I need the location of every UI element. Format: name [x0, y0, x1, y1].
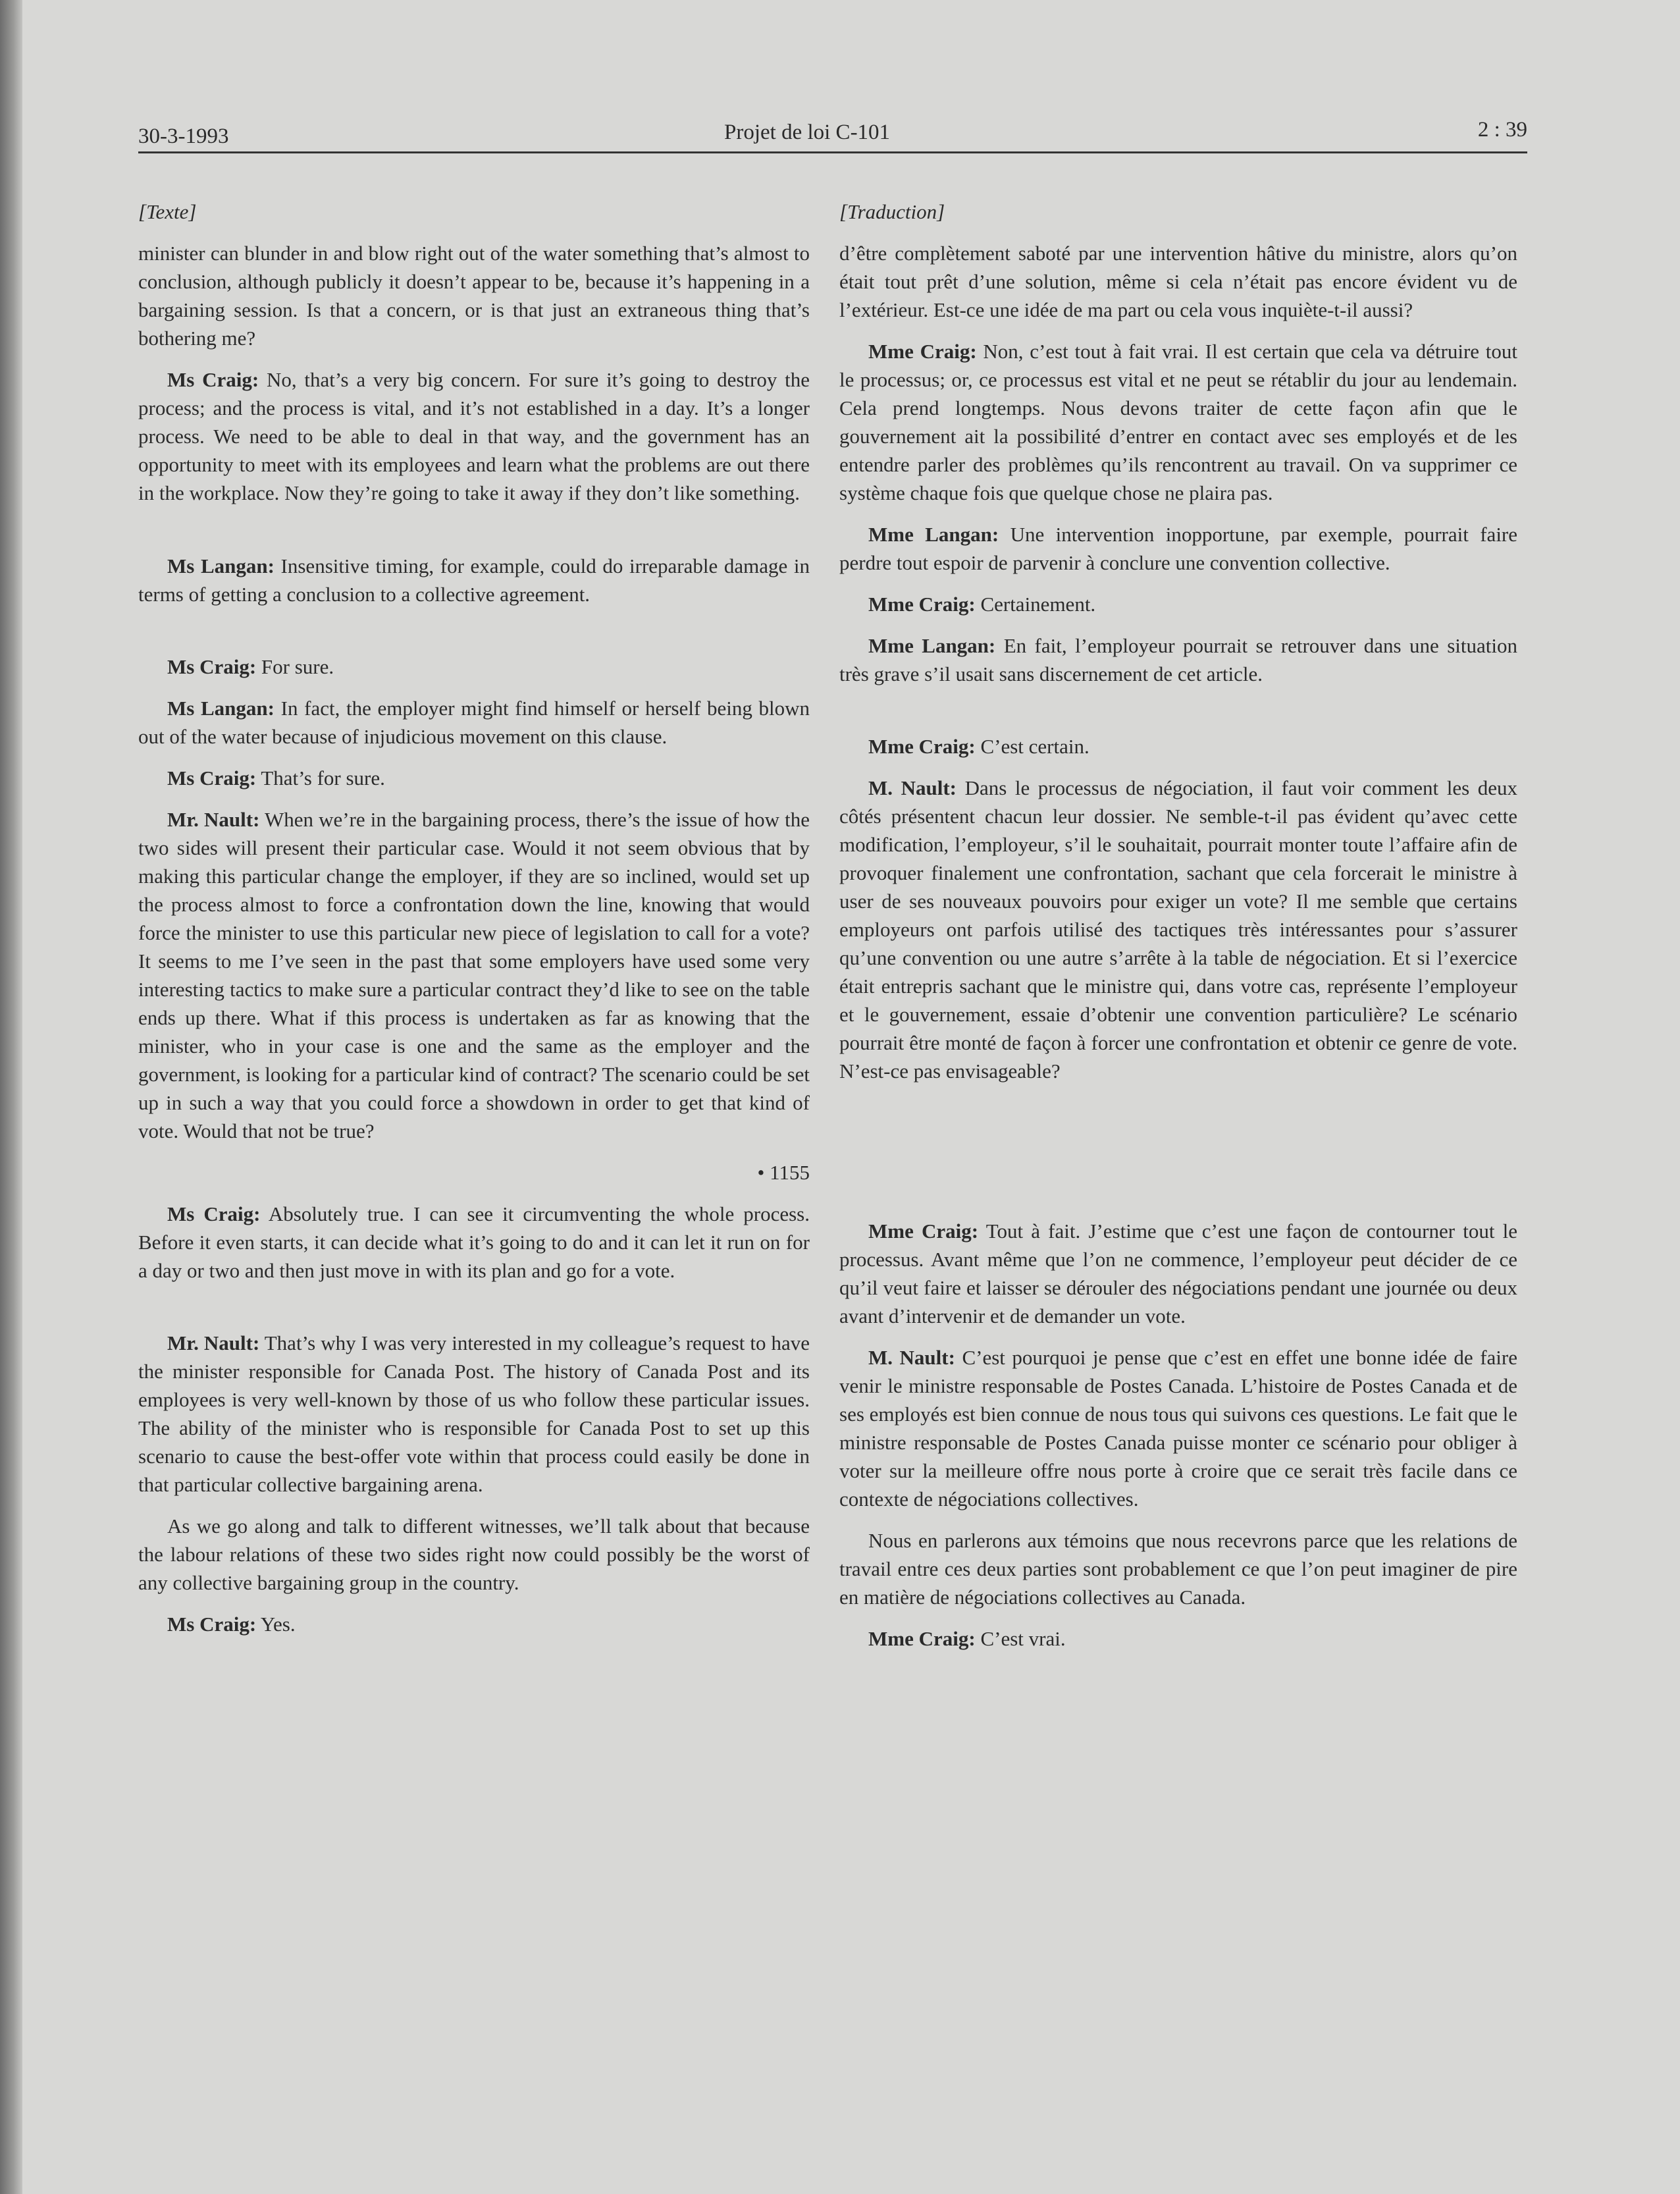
speaker-name: Mme Craig:: [868, 735, 976, 758]
french-column-label: [Traduction]: [839, 200, 945, 223]
header-title: Projet de loi C-101: [724, 120, 891, 144]
speaker-name: Mme Craig:: [868, 340, 977, 363]
en-paragraph-5: Ms Langan: In fact, the employer might find himself or herself being blown out of the water because of injudicious movement on this clause.: [138, 697, 810, 748]
fr-paragraph-10: Nous en parlerons aux témoins que nous recevrons parce que les relations de travail entre ces deux parties sont probablement ce que l’on peut imaginer de pire en matière de négociations collectives au Canada.: [839, 1529, 1517, 1609]
en-paragraph-9: Mr. Nault: That’s why I was very interested in my colleague’s request to have the minister responsible for Canada Post. The history of Canada Post and its employees is very well-known by those of us who follow these particular issues. The ability of the minister who is responsible for Canada Post to set up this scenario to cause the best-offer vote within that process could easily be done in that particular collective bargaining arena.: [138, 1331, 810, 1496]
english-column-label: [Texte]: [138, 200, 197, 223]
fr-paragraph-11: Mme Craig: C’est vrai.: [868, 1627, 1066, 1650]
french-column: [839, 198, 1517, 1653]
speaker-name: Ms Craig:: [167, 368, 259, 391]
fr-paragraph-1: d’être complètement saboté par une intervention hâtive du ministre, alors qu’on était tout prêt d’une solution, même si cela n’était pas encore évident vu de l’extérieur. Est-ce une idée de ma part ou cela vous inquiète-t-il aussi?: [839, 242, 1517, 321]
fr-paragraph-8: Mme Craig: Tout à fait. J’estime que c’est une façon de contourner tout le processus. Avant même que l’on ne commence, l’employeur peut décider de ce qu’il veut faire et laisser se dérouler des négociations pendant une journée ou deux avant d’intervenir et de demander un vote.: [839, 1219, 1517, 1327]
fr-paragraph-7: M. Nault: Dans le processus de négociation, il faut voir comment les deux côtés présentent chacun leur dossier. Ne semble-t-il pas évident qu’avec cette modification, l’employeur, s’il le souhaitait, pourrait monter toute l’affaire afin de provoquer finalement une confrontation, sachant que cela forcerait le ministre à user de ses nouveaux pouvoirs pour exiger un vote? Il me semble que certains employeurs ont parfois utilisé des tactiques très intéressantes pour s’assurer qu’une convention ou une autre s’arrête à la table de négociation. Et si l’exercice était entrepris sachant que le ministre qui, dans votre cas, représente l’employeur et le gouvernement, essaie d’obtenir une convention particulière? Le scénario pourrait être monté de façon à forcer une confrontation et obtenir ce genre de vote. N’est-ce pas envisageable?: [839, 776, 1517, 1083]
en-paragraph-6: Ms Craig: That’s for sure.: [167, 766, 385, 789]
fr-paragraph-5: Mme Langan: En fait, l’employeur pourrait se retrouver dans une situation très grave s’il usait sans discernement de cet article.: [839, 634, 1517, 685]
fr-paragraph-2: Mme Craig: Non, c’est tout à fait vrai. Il est certain que cela va détruire tout le processus; or, ce processus est vital et ne peut se rétablir du jour au lendemain. Cela prend longtemps. Nous devons traiter de cette façon afin que le gouvernement ait la possibilité d’entrer en contact avec ses employés et de les entendre parler des problèmes qu’ils rencontrent au travail. On va supprimer ce système chaque fois que quelque chose ne plaira pas.: [839, 340, 1517, 504]
en-paragraph-2: Ms Craig: No, that’s a very big concern. For sure it’s going to destroy the process; and the process is vital, and it’s not established in a day. It’s a longer process. We need to be able to deal in that way, and the government has an opportunity to meet with its employees and learn what the problems are out there in the workplace. Now they’re going to take it away if they don’t like something.: [138, 368, 810, 504]
speaker-name: Ms Craig:: [167, 1613, 257, 1636]
header-date: 30-3-1993: [138, 124, 229, 148]
speaker-name: M. Nault:: [868, 1346, 955, 1369]
speaker-name: Ms Craig:: [167, 766, 257, 789]
speaker-name: Mr. Nault:: [167, 1331, 260, 1354]
speaker-name: Mme Craig:: [868, 1219, 979, 1243]
speaker-name: Mme Langan:: [868, 523, 999, 546]
time-marker: • 1155: [757, 1161, 810, 1184]
speaker-name: Mme Langan:: [868, 634, 996, 657]
speaker-name: Ms Craig:: [167, 1202, 261, 1225]
page-header: [138, 111, 1527, 153]
speaker-name: Ms Craig:: [167, 655, 257, 678]
en-paragraph-8: Ms Craig: Absolutely true. I can see it circumventing the whole process. Before it even starts, it can decide what it’s going to do and it can let it run on for a day or two and then just move in with its plan and go for a vote.: [138, 1202, 810, 1282]
fr-paragraph-3: Mme Langan: Une intervention inopportune, par exemple, pourrait faire perdre tout espoir de parvenir à conclure une convention collective.: [839, 523, 1518, 574]
en-paragraph-3: Ms Langan: Insensitive timing, for example, could do irreparable damage in terms of getting a conclusion to a collective agreement.: [138, 554, 810, 606]
fr-paragraph-4: Mme Craig: Certainement.: [868, 593, 1096, 616]
en-paragraph-11: Ms Craig: Yes.: [167, 1613, 296, 1636]
header-page-number: 2 : 39: [1477, 118, 1527, 142]
speaker-name: Ms Langan:: [167, 554, 275, 577]
speaker-name: Mr. Nault:: [167, 808, 260, 831]
speaker-name: M. Nault:: [868, 776, 957, 799]
speaker-name: Ms Langan:: [167, 697, 275, 720]
en-paragraph-4: Ms Craig: For sure.: [167, 655, 334, 678]
en-paragraph-10: As we go along and talk to different witnesses, we’ll talk about that because the labour relations of these two sides right now could possibly be the worst of any collective bargaining group in the country.: [138, 1514, 810, 1594]
speaker-name: Mme Craig:: [868, 593, 976, 616]
en-paragraph-7: Mr. Nault: When we’re in the bargaining process, there’s the issue of how the two sides will present their particular case. Would it not seem obvious that by making this particular change the employer, if they are so inclined, would set up the process almost to force a confrontation down the line, knowing that would force the minister to use this particular new piece of legislation to call for a vote? It seems to me I’ve seen in the past that some employers have used some very interesting tactics to make sure a particular contract they’d like to see on the table ends up there. What if this process is undertaken as far as knowing that the minister, who in your case is one and the same as the employer and the government, is looking for a particular kind of contract? The scenario could be set up in such a way that you could force a showdown in order to get that kind of vote. Would that not be true?: [138, 808, 810, 1142]
fr-paragraph-9: M. Nault: C’est pourquoi je pense que c’est en effet une bonne idée de faire venir le ministre responsable de Postes Canada. L’histoire de Postes Canada et de ses employés est bien connue de nous tous qui suivons ces questions. Le fait que le ministre responsable de Postes Canada puisse monter ce scénario pour obliger à voter sur la meilleure offre nous porte à croire que ce serait très facile dans ce contexte de négociations collectives.: [839, 1346, 1517, 1511]
fr-paragraph-6: Mme Craig: C’est certain.: [868, 735, 1089, 758]
en-paragraph-1: minister can blunder in and blow right out of the water something that’s almost to conclusion, although publicly it doesn’t appear to be, because it’s happening in a bargaining session. Is that a concern, or is that just an extraneous thing that’s bothering me?: [138, 242, 810, 350]
book-spine-shadow: [0, 0, 22, 2194]
speaker-name: Mme Craig:: [868, 1627, 976, 1650]
english-column: [138, 198, 810, 1638]
